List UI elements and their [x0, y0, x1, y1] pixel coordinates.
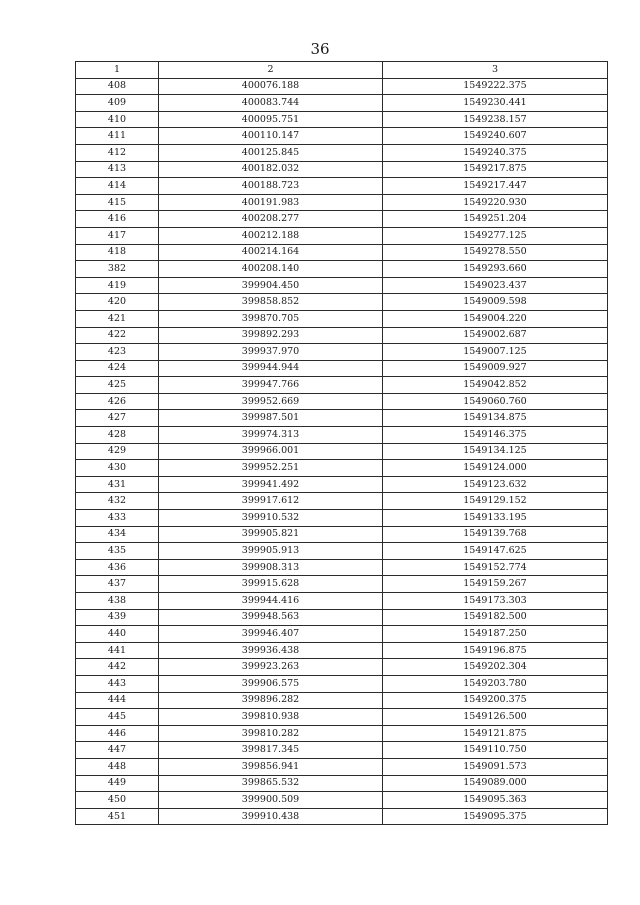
point-number-cell: 432 — [76, 493, 159, 510]
point-number-cell: 426 — [76, 393, 159, 410]
y-coordinate-cell: 1549277.125 — [383, 227, 608, 244]
table-row — [76, 211, 608, 228]
point-number-cell: 446 — [76, 725, 159, 742]
x-coordinate-cell: 399892.293 — [159, 327, 383, 344]
table-row — [76, 626, 608, 643]
y-coordinate-cell: 1549095.375 — [383, 808, 608, 825]
x-coordinate-cell: 400110.147 — [159, 128, 383, 145]
x-coordinate-cell: 399944.416 — [159, 593, 383, 610]
x-coordinate-cell: 399966.001 — [159, 443, 383, 460]
y-coordinate-cell: 1549173.303 — [383, 593, 608, 610]
point-number-cell: 438 — [76, 593, 159, 610]
x-coordinate-cell: 400214.164 — [159, 244, 383, 261]
point-number-cell: 414 — [76, 178, 159, 195]
y-coordinate-cell: 1549060.760 — [383, 393, 608, 410]
x-coordinate-cell: 399974.313 — [159, 427, 383, 444]
point-number-cell: 415 — [76, 194, 159, 211]
x-coordinate-cell: 400212.188 — [159, 227, 383, 244]
table-row — [76, 360, 608, 377]
table-row — [76, 144, 608, 161]
table-row — [76, 493, 608, 510]
point-number-cell: 424 — [76, 360, 159, 377]
x-coordinate-cell: 399947.766 — [159, 377, 383, 394]
table-row — [76, 675, 608, 692]
table-row — [76, 576, 608, 593]
table-row — [76, 128, 608, 145]
y-coordinate-cell: 1549200.375 — [383, 692, 608, 709]
table-row — [76, 792, 608, 809]
column-header-3: 3 — [383, 62, 608, 79]
y-coordinate-cell: 1549134.875 — [383, 410, 608, 427]
point-number-cell: 409 — [76, 95, 159, 112]
point-number-cell: 418 — [76, 244, 159, 261]
y-coordinate-cell: 1549139.768 — [383, 526, 608, 543]
table-row — [76, 261, 608, 278]
table-row — [76, 460, 608, 477]
table-row — [76, 178, 608, 195]
y-coordinate-cell: 1549222.375 — [383, 78, 608, 95]
y-coordinate-cell: 1549146.375 — [383, 427, 608, 444]
y-coordinate-cell: 1549217.875 — [383, 161, 608, 178]
x-coordinate-cell: 400208.277 — [159, 211, 383, 228]
y-coordinate-cell: 1549230.441 — [383, 95, 608, 112]
table-row — [76, 427, 608, 444]
table-row — [76, 526, 608, 543]
point-number-cell: 430 — [76, 460, 159, 477]
x-coordinate-cell: 399870.705 — [159, 310, 383, 327]
y-coordinate-cell: 1549095.363 — [383, 792, 608, 809]
point-number-cell: 408 — [76, 78, 159, 95]
y-coordinate-cell: 1549110.750 — [383, 742, 608, 759]
point-number-cell: 442 — [76, 659, 159, 676]
point-number-cell: 413 — [76, 161, 159, 178]
x-coordinate-cell: 399941.492 — [159, 476, 383, 493]
x-coordinate-cell: 399915.628 — [159, 576, 383, 593]
y-coordinate-cell: 1549009.927 — [383, 360, 608, 377]
x-coordinate-cell: 399952.669 — [159, 393, 383, 410]
x-coordinate-cell: 400125.845 — [159, 144, 383, 161]
table-row — [76, 227, 608, 244]
y-coordinate-cell: 1549159.267 — [383, 576, 608, 593]
table-row — [76, 78, 608, 95]
point-number-cell: 419 — [76, 277, 159, 294]
y-coordinate-cell: 1549042.852 — [383, 377, 608, 394]
y-coordinate-cell: 1549238.157 — [383, 111, 608, 128]
point-number-cell: 416 — [76, 211, 159, 228]
point-number-cell: 410 — [76, 111, 159, 128]
column-header-2: 2 — [159, 62, 383, 79]
y-coordinate-cell: 1549004.220 — [383, 310, 608, 327]
y-coordinate-cell: 1549147.625 — [383, 543, 608, 560]
x-coordinate-cell: 399946.407 — [159, 626, 383, 643]
point-number-cell: 412 — [76, 144, 159, 161]
x-coordinate-cell: 399908.313 — [159, 559, 383, 576]
coordinates-table — [75, 61, 608, 825]
table-row — [76, 95, 608, 112]
table-row — [76, 808, 608, 825]
x-coordinate-cell: 399944.944 — [159, 360, 383, 377]
x-coordinate-cell: 399917.612 — [159, 493, 383, 510]
x-coordinate-cell: 400076.188 — [159, 78, 383, 95]
table-row — [76, 327, 608, 344]
y-coordinate-cell: 1549121.875 — [383, 725, 608, 742]
page-number: 36 — [310, 40, 330, 58]
table-row — [76, 758, 608, 775]
table-row — [76, 593, 608, 610]
column-header-1: 1 — [76, 62, 159, 79]
x-coordinate-cell: 399936.438 — [159, 642, 383, 659]
x-coordinate-cell: 399900.509 — [159, 792, 383, 809]
point-number-cell: 420 — [76, 294, 159, 311]
y-coordinate-cell: 1549129.152 — [383, 493, 608, 510]
x-coordinate-cell: 399810.282 — [159, 725, 383, 742]
point-number-cell: 421 — [76, 310, 159, 327]
point-number-cell: 443 — [76, 675, 159, 692]
point-number-cell: 425 — [76, 377, 159, 394]
table-row — [76, 111, 608, 128]
x-coordinate-cell: 399856.941 — [159, 758, 383, 775]
y-coordinate-cell: 1549251.204 — [383, 211, 608, 228]
x-coordinate-cell: 399905.821 — [159, 526, 383, 543]
table-row — [76, 559, 608, 576]
y-coordinate-cell: 1549023.437 — [383, 277, 608, 294]
x-coordinate-cell: 400083.744 — [159, 95, 383, 112]
x-coordinate-cell: 400208.140 — [159, 261, 383, 278]
table-row — [76, 277, 608, 294]
x-coordinate-cell: 399817.345 — [159, 742, 383, 759]
y-coordinate-cell: 1549202.304 — [383, 659, 608, 676]
table-row — [76, 244, 608, 261]
point-number-cell: 437 — [76, 576, 159, 593]
y-coordinate-cell: 1549134.125 — [383, 443, 608, 460]
x-coordinate-cell: 399910.438 — [159, 808, 383, 825]
table-row — [76, 609, 608, 626]
point-number-cell: 433 — [76, 510, 159, 527]
point-number-cell: 434 — [76, 526, 159, 543]
table-row — [76, 692, 608, 709]
table-row — [76, 410, 608, 427]
x-coordinate-cell: 399910.532 — [159, 510, 383, 527]
point-number-cell: 431 — [76, 476, 159, 493]
table-row — [76, 725, 608, 742]
table-row — [76, 393, 608, 410]
y-coordinate-cell: 1549293.660 — [383, 261, 608, 278]
point-number-cell: 423 — [76, 344, 159, 361]
x-coordinate-cell: 399937.970 — [159, 344, 383, 361]
y-coordinate-cell: 1549220.930 — [383, 194, 608, 211]
x-coordinate-cell: 399987.501 — [159, 410, 383, 427]
point-number-cell: 450 — [76, 792, 159, 809]
x-coordinate-cell: 399948.563 — [159, 609, 383, 626]
y-coordinate-cell: 1549089.000 — [383, 775, 608, 792]
y-coordinate-cell: 1549124.000 — [383, 460, 608, 477]
point-number-cell: 427 — [76, 410, 159, 427]
x-coordinate-cell: 399865.532 — [159, 775, 383, 792]
point-number-cell: 448 — [76, 758, 159, 775]
x-coordinate-cell: 399905.913 — [159, 543, 383, 560]
y-coordinate-cell: 1549091.573 — [383, 758, 608, 775]
x-coordinate-cell: 400095.751 — [159, 111, 383, 128]
x-coordinate-cell: 400191.983 — [159, 194, 383, 211]
x-coordinate-cell: 399952.251 — [159, 460, 383, 477]
table-row — [76, 775, 608, 792]
table-row — [76, 194, 608, 211]
point-number-cell: 436 — [76, 559, 159, 576]
point-number-cell: 445 — [76, 709, 159, 726]
y-coordinate-cell: 1549009.598 — [383, 294, 608, 311]
point-number-cell: 422 — [76, 327, 159, 344]
table-row — [76, 642, 608, 659]
y-coordinate-cell: 1549007.125 — [383, 344, 608, 361]
y-coordinate-cell: 1549203.780 — [383, 675, 608, 692]
point-number-cell: 449 — [76, 775, 159, 792]
x-coordinate-cell: 399904.450 — [159, 277, 383, 294]
y-coordinate-cell: 1549240.375 — [383, 144, 608, 161]
x-coordinate-cell: 399810.938 — [159, 709, 383, 726]
table-row — [76, 742, 608, 759]
table-row — [76, 161, 608, 178]
y-coordinate-cell: 1549187.250 — [383, 626, 608, 643]
table-row — [76, 476, 608, 493]
y-coordinate-cell: 1549278.550 — [383, 244, 608, 261]
y-coordinate-cell: 1549126.500 — [383, 709, 608, 726]
table-row — [76, 510, 608, 527]
table-row — [76, 344, 608, 361]
y-coordinate-cell: 1549240.607 — [383, 128, 608, 145]
y-coordinate-cell: 1549123.632 — [383, 476, 608, 493]
table-header-row — [76, 62, 608, 79]
table-row — [76, 659, 608, 676]
y-coordinate-cell: 1549002.687 — [383, 327, 608, 344]
table-row — [76, 709, 608, 726]
x-coordinate-cell: 399906.575 — [159, 675, 383, 692]
y-coordinate-cell: 1549133.195 — [383, 510, 608, 527]
table-row — [76, 310, 608, 327]
point-number-cell: 447 — [76, 742, 159, 759]
x-coordinate-cell: 400188.723 — [159, 178, 383, 195]
x-coordinate-cell: 399896.282 — [159, 692, 383, 709]
point-number-cell: 429 — [76, 443, 159, 460]
point-number-cell: 435 — [76, 543, 159, 560]
table-row — [76, 543, 608, 560]
point-number-cell: 428 — [76, 427, 159, 444]
table-row — [76, 443, 608, 460]
point-number-cell: 411 — [76, 128, 159, 145]
point-number-cell: 382 — [76, 261, 159, 278]
y-coordinate-cell: 1549217.447 — [383, 178, 608, 195]
y-coordinate-cell: 1549182.500 — [383, 609, 608, 626]
point-number-cell: 440 — [76, 626, 159, 643]
x-coordinate-cell: 400182.032 — [159, 161, 383, 178]
point-number-cell: 439 — [76, 609, 159, 626]
point-number-cell: 417 — [76, 227, 159, 244]
x-coordinate-cell: 399858.852 — [159, 294, 383, 311]
x-coordinate-cell: 399923.263 — [159, 659, 383, 676]
point-number-cell: 451 — [76, 808, 159, 825]
y-coordinate-cell: 1549152.774 — [383, 559, 608, 576]
table-row — [76, 377, 608, 394]
point-number-cell: 441 — [76, 642, 159, 659]
point-number-cell: 444 — [76, 692, 159, 709]
table-row — [76, 294, 608, 311]
y-coordinate-cell: 1549196.875 — [383, 642, 608, 659]
